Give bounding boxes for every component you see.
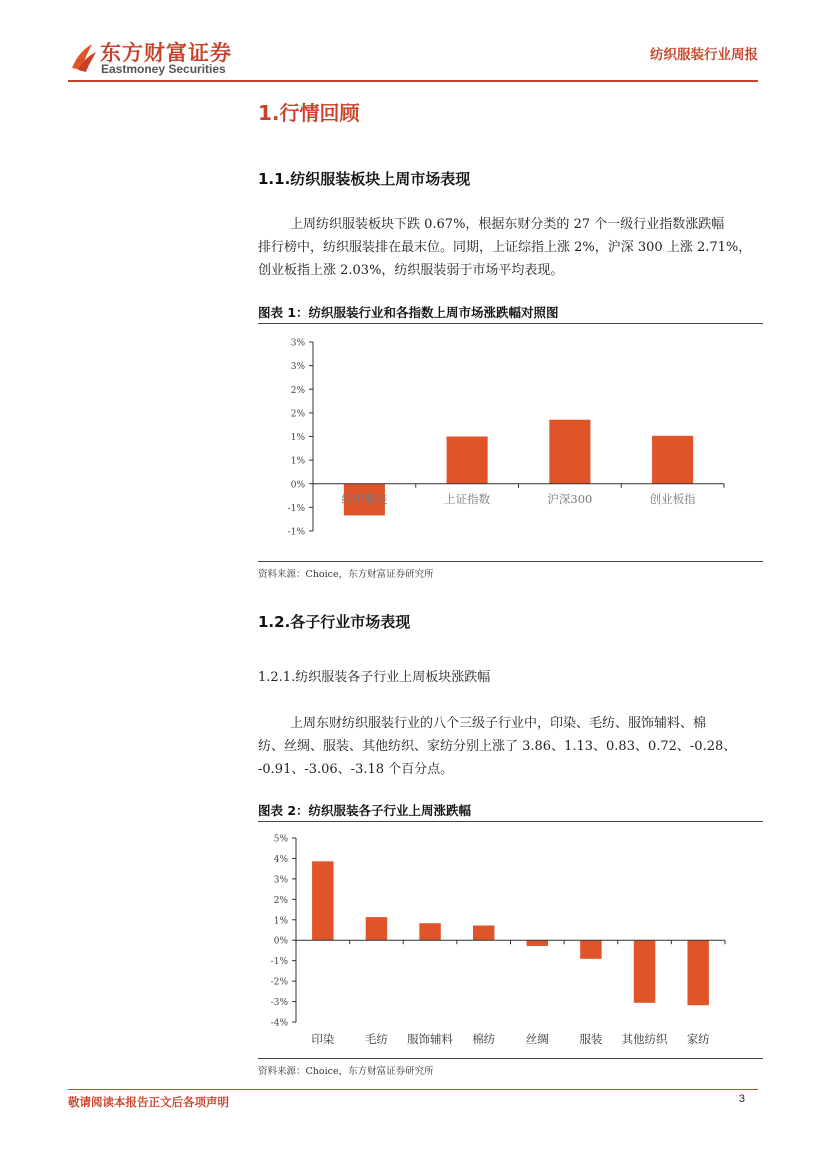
y-tick-label: 4% — [273, 854, 288, 865]
category-label: 毛纺 — [364, 1032, 388, 1046]
y-tick-label: 1% — [273, 916, 288, 927]
category-label: 纺织服装 — [341, 492, 388, 506]
y-tick-label: 0% — [290, 480, 305, 491]
figure-top-rule — [258, 323, 763, 324]
figure-bottom-rule — [258, 1058, 763, 1059]
y-tick-label: -1% — [287, 503, 305, 514]
page-number: 3 — [738, 1093, 745, 1105]
paragraph — [258, 712, 763, 781]
subsection-title: 1.2.各子行业市场表现 — [258, 613, 411, 631]
chart-index-comparison — [258, 330, 763, 560]
logo — [68, 38, 238, 78]
bar — [549, 420, 590, 484]
category-label: 棉纺 — [472, 1032, 496, 1046]
bar — [687, 940, 708, 1005]
chart-subindustry-change — [258, 828, 763, 1056]
footer-divider — [68, 1089, 758, 1090]
y-tick-label: 1% — [290, 456, 305, 467]
y-tick-label: -4% — [270, 1018, 288, 1029]
logo-english-name: Eastmoney Securities — [101, 62, 226, 76]
y-tick-label: -1% — [270, 957, 288, 968]
logo-chinese-name: 东方财富证券 — [100, 41, 232, 65]
bar — [580, 940, 601, 959]
figure-bottom-rule — [258, 561, 763, 562]
paragraph-line: 排行榜中，纺织服装排在最末位。同期，上证综指上涨 2%，沪深 300 上涨 2.71%， — [258, 240, 752, 255]
paragraph — [258, 213, 763, 282]
sub-subsection-title: 1.2.1.纺织服装各子行业上周板块涨跌幅 — [258, 670, 491, 685]
paragraph-line: 上周纺织服装板块下跌 0.67%，根据东财分类的 27 个一级行业指数涨跌幅 — [290, 217, 725, 232]
category-label: 家纺 — [686, 1032, 710, 1046]
category-label: 上证指数 — [444, 492, 491, 506]
figure-top-rule — [258, 821, 763, 822]
y-tick-label: 1% — [290, 433, 305, 443]
y-tick-label: 3% — [273, 875, 288, 886]
y-tick-label: 2% — [290, 385, 305, 396]
category-label: 服装 — [579, 1032, 603, 1046]
eastmoney-logo-icon — [68, 40, 98, 74]
y-tick-label: -1% — [287, 527, 305, 538]
y-tick-label: 2% — [290, 409, 305, 420]
category-label: 丝绸 — [525, 1032, 549, 1046]
subsection-title: 1.1.纺织服装板块上周市场表现 — [258, 170, 471, 188]
bar — [366, 917, 387, 940]
bar — [652, 436, 693, 484]
report-name: 纺织服装行业周报 — [650, 47, 758, 63]
y-tick-label: -2% — [270, 977, 288, 988]
category-label: 创业板指 — [649, 492, 696, 506]
paragraph-line: 纺、丝绸、服装、其他纺织、家纺分别上涨了 3.86、1.13、0.83、0.72、-0.28、 — [258, 739, 737, 754]
paragraph-line: 上周东财纺织服装行业的八个三级子行业中，印染、毛纺、服饰辅料、棉 — [290, 716, 707, 731]
disclaimer-notice: 敬请阅读本报告正文后各项声明 — [68, 1095, 229, 1109]
figure-source: 资料来源：Choice，东方财富证券研究所 — [258, 1066, 434, 1077]
figure-caption: 图表 1：纺织服装行业和各指数上周市场涨跌幅对照图 — [258, 305, 559, 320]
paragraph-line: -0.91、-3.06、-3.18 个百分点。 — [258, 762, 454, 777]
category-label: 印染 — [311, 1032, 335, 1046]
bar — [447, 437, 488, 484]
paragraph-line: 创业板指上涨 2.03%，纺织服装弱于市场平均表现。 — [258, 263, 564, 278]
y-tick-label: 5% — [273, 834, 288, 845]
category-label: 其他纺织 — [621, 1032, 668, 1046]
bar — [527, 940, 548, 946]
y-tick-label: 3% — [290, 338, 305, 349]
category-label: 沪深300 — [547, 492, 593, 506]
bar — [634, 940, 655, 1003]
y-tick-label: 3% — [290, 362, 305, 373]
category-label: 服饰辅料 — [407, 1032, 454, 1046]
header-divider — [68, 80, 758, 82]
y-tick-label: 0% — [273, 936, 288, 947]
y-tick-label: -3% — [270, 998, 288, 1009]
figure-caption: 图表 2：纺织服装各子行业上周涨跌幅 — [258, 803, 472, 818]
y-tick-label: 2% — [273, 895, 288, 906]
figure-source: 资料来源：Choice，东方财富证券研究所 — [258, 569, 434, 580]
bar — [312, 861, 333, 940]
section-title: 1.行情回顾 — [258, 101, 360, 125]
bar — [473, 926, 494, 941]
bar — [419, 923, 440, 940]
